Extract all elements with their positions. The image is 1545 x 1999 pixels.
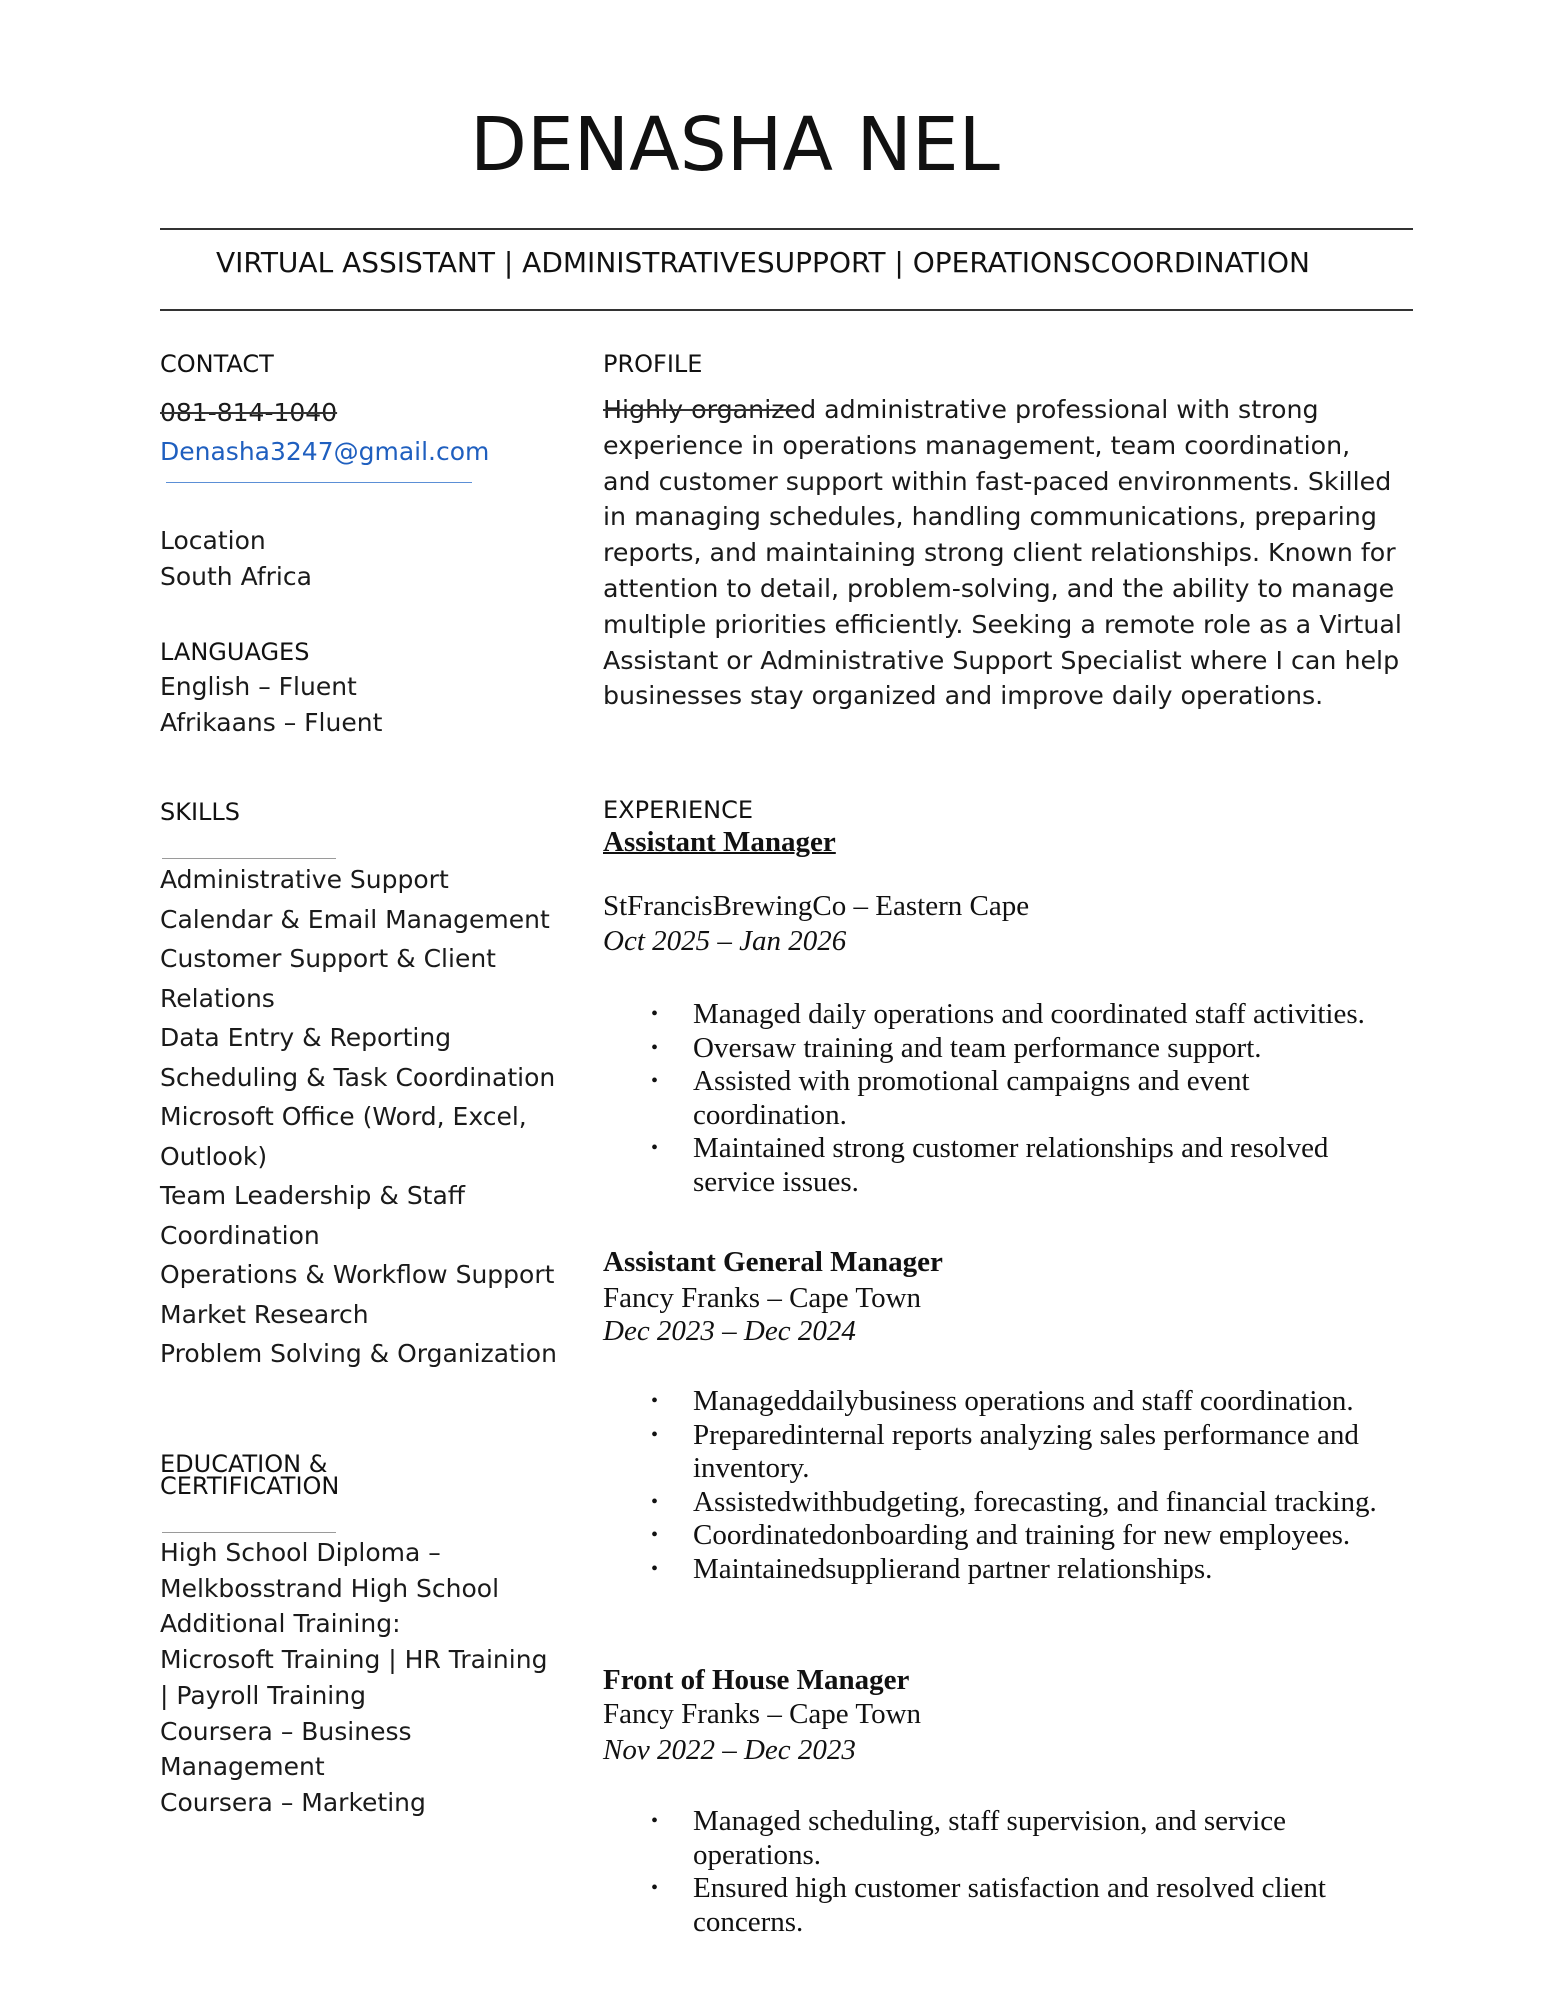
skill-item: Coordination [160,1220,320,1250]
education-section-title-line2: CERTIFICATION [160,1472,340,1500]
contact-section-title: CONTACT [160,350,274,378]
professional-headline: VIRTUAL ASSISTANT | ADMINISTRATIVESUPPORT | OPERATIONSCOORDINATION [216,246,1310,279]
bullet-icon: • [651,1070,659,1092]
job-company: Fancy Franks – Cape Town [603,1282,922,1314]
skill-item: Data Entry & Reporting [160,1023,452,1052]
bullet-icon: • [651,1490,659,1513]
bullet-icon: • [651,1810,659,1832]
job-title: Assistant Manager [603,826,836,858]
profile-text: d administrative professional with strong experience in operations management, team coordination, and customer support within fast-paced environments. Skilled in managing schedules, handling communications, preparing reports, and maintaining strong client relationships. Known for attention to detail, problem-solving, and the ability to manage multiple priorities efficiently. Seeking a remote role as a Virtual Assistant or Administrative Support Specialist where I can help businesses stay organized and improve daily operations. [603,395,1402,711]
job-bullet: • Coordinatedonboarding and training for new employees. [651,1519,1351,1551]
job-dates: Nov 2022 – Dec 2023 [603,1734,856,1766]
candidate-name: DENASHA NEL [470,102,1000,188]
job-bullet: • Maintainedsupplierand partner relationships. [651,1552,1213,1585]
job-bullet: • Manageddailybusiness operations and staff coordination. [651,1385,1354,1417]
skill-item: Administrative Support [160,865,449,894]
skill-item: Microsoft Office (Word, Excel, [160,1102,527,1131]
skill-item: Outlook) [160,1141,268,1171]
job-dates: Dec 2023 – Dec 2024 [603,1315,856,1347]
language-item: English – Fluent [160,672,357,701]
education-item: Microsoft Training | HR Training [160,1645,548,1675]
education-item: Coursera – Marketing [160,1787,426,1817]
education-list [160,1535,560,1821]
job-bullet: • Managed scheduling, staff supervision, and service operations. [651,1805,1286,1871]
language-item: Afrikaans – Fluent [160,708,383,737]
education-section-title-line1: EDUCATION & [160,1450,328,1478]
education-item: High School Diploma – [160,1538,441,1567]
job-company: StFrancisBrewingCo – Eastern Cape [603,890,1030,922]
skill-item: Team Leadership & Staff [160,1181,466,1210]
skills-section-title: SKILLS [160,798,241,826]
job-title: Assistant General Manager [603,1246,943,1278]
header-top-rule [160,228,1413,230]
bullet-icon: • [651,1003,659,1025]
job-bullet: • Preparedinternal reports analyzing sales performance and inventory. [651,1418,1359,1484]
job-title: Front of House Manager [603,1664,910,1696]
bullet-icon: • [651,1390,659,1412]
skill-item: Relations [160,983,275,1013]
skill-item: Scheduling & Task Coordination [160,1062,556,1092]
education-item: Additional Training: [160,1609,401,1639]
profile-section-title: PROFILE [603,350,703,378]
education-item: | Payroll Training [160,1680,366,1710]
education-divider [162,1532,336,1533]
job-bullets [603,1805,1403,1939]
location-label: Location [160,526,266,555]
education-item: Melkbosstrand High School [160,1573,500,1603]
skill-item: Operations & Workflow Support [160,1260,555,1289]
skill-item: Calendar & Email Management [160,904,550,934]
skill-item: Customer Support & Client [160,944,496,973]
bullet-icon: • [651,1524,659,1546]
profile-summary [603,392,1403,714]
job-bullet: • Maintained strong customer relationships and resolved service issues. [651,1132,1329,1198]
profile-struck-text: Highly organize [603,395,801,424]
job-dates: Oct 2025 – Jan 2026 [603,925,847,957]
education-item: Management [160,1752,325,1782]
experience-section-title: EXPERIENCE [603,796,754,824]
bullet-icon: • [651,1877,659,1899]
skill-item: Market Research [160,1299,369,1329]
email-link[interactable]: Denasha3247@gmail.com [160,437,490,466]
location-value: South Africa [160,562,312,591]
job-bullet: • Ensured high customer satisfaction and resolved client concerns. [651,1872,1326,1938]
email-underline [166,482,472,483]
languages-section-title: LANGUAGES [160,638,310,666]
header-bottom-rule [160,309,1413,311]
skills-divider [162,858,336,859]
job-bullet: • Oversaw training and team performance support. [651,1031,1262,1064]
job-bullet: • Managed daily operations and coordinated staff activities. [651,998,1365,1030]
education-item: Coursera – Business [160,1716,412,1746]
job-company: Fancy Franks – Cape Town [603,1698,922,1730]
bullet-icon: • [651,1423,659,1446]
job-bullets [603,998,1403,1199]
job-bullet: • Assistedwithbudgeting, forecasting, and financial tracking. [651,1485,1377,1518]
bullet-icon: • [651,1036,659,1059]
job-bullet: • Assisted with promotional campaigns and event coordination. [651,1065,1250,1131]
skill-item: Problem Solving & Organization [160,1339,557,1368]
skills-list [160,860,560,1374]
bullet-icon: • [651,1137,659,1159]
bullet-icon: • [651,1557,659,1580]
phone-number: 081-814-1040 [160,398,338,427]
job-bullets [603,1385,1403,1586]
